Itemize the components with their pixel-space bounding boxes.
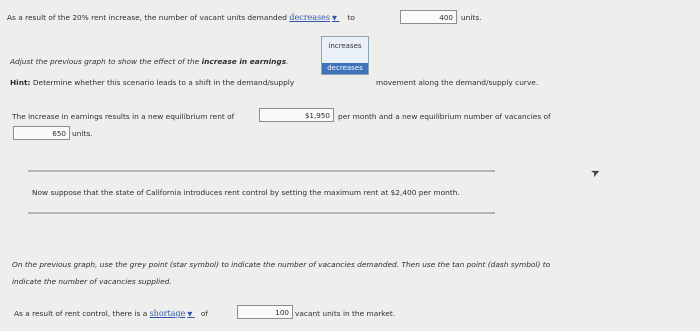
direction-dropdown-menu (321, 36, 369, 75)
equilibrium-vacancies-field[interactable]: 650 (13, 126, 70, 140)
section-divider (28, 212, 495, 214)
hint-text-end: movement along the demand/supply curve. (376, 78, 539, 87)
q1-units-label: units. (461, 13, 482, 22)
graph-instruction-line2: indicate the number of vacancies supplied. (12, 277, 172, 286)
q3-result-value: shortage (149, 309, 186, 318)
q3-result-dropdown[interactable] (150, 309, 195, 318)
chevron-down-icon: ▼ (187, 310, 193, 318)
q2-prefix: The increase in earnings results in a new equilibrium rent of (12, 112, 235, 121)
shortage-units-field[interactable]: 100 (237, 305, 293, 319)
q1-sentence (7, 13, 355, 22)
q3-suffix: vacant units in the market. (295, 309, 396, 318)
chevron-down-icon: ▼ (331, 14, 337, 22)
adjust-instruction: Adjust the previous graph to show the effect of the increase in earnings. (10, 57, 289, 66)
section-divider (28, 170, 495, 172)
q1-direction-dropdown[interactable] (289, 13, 339, 22)
q1-direction-value: decreases (289, 13, 330, 22)
hint-text: Hint: Determine whether this scenario leads to a shift in the demand/supply (10, 78, 295, 87)
q2-middle: per month and a new equilibrium number of vacancies of (338, 112, 551, 121)
hint-label: Hint: (10, 78, 31, 87)
q2-units-label: units. (72, 129, 93, 138)
q1-prefix: As a result of the 20% rent increase, the number of vacant units demanded (7, 13, 287, 22)
graph-instruction-line1: On the previous graph, use the grey point (star symbol) to indicate the number of vacancies demanded. Then use the tan point (dash symbol) to (12, 260, 551, 269)
q1-units-field[interactable]: 400 (400, 10, 457, 24)
q3-sentence (14, 309, 208, 318)
q3-prefix: As a result of rent control, there is a (14, 309, 148, 318)
equilibrium-rent-field[interactable]: $1,950 (259, 108, 334, 122)
mouse-pointer-icon: ➤ (588, 164, 603, 181)
q1-to: to (347, 13, 355, 22)
menu-option-decreases[interactable]: decreases (322, 63, 368, 74)
instruction-emphasis: increase in earnings (201, 57, 287, 66)
q3-of: of (200, 309, 208, 318)
rent-control-text: Now suppose that the state of California introduces rent control by setting the maximum rent at $2,400 per month. (32, 188, 460, 197)
menu-option-increases[interactable]: increases (328, 42, 362, 50)
